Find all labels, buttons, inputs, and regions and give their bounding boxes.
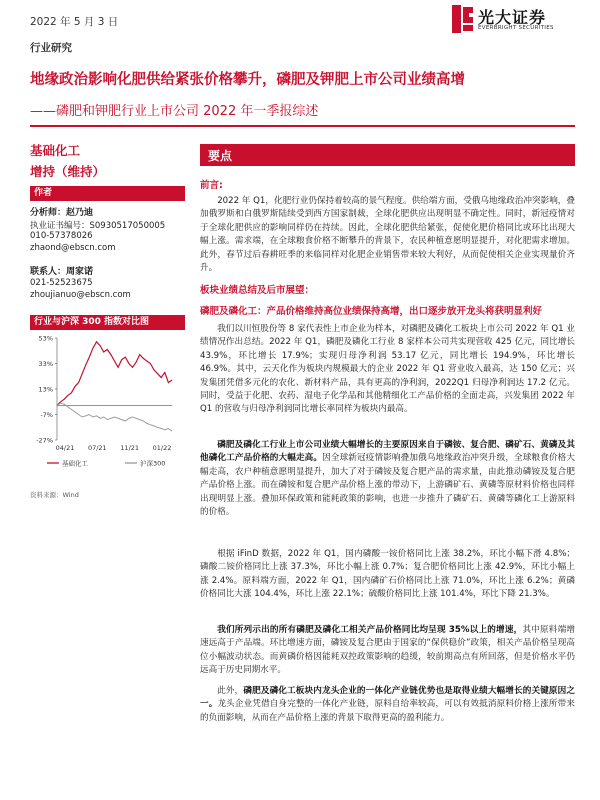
authors-header: 作者 — [30, 186, 185, 201]
analyst-name: 分析师：赵乃迪 — [30, 208, 94, 218]
para2-emphasis: 磷肥及磷化工行业上市公司业绩大幅增长的主要原因来自于磷铵、复合肥、磷矿石、黄磷及其他磷化工产品价格的大幅走高。 — [200, 440, 575, 464]
review-highlight: 磷肥及磷化工：产品价格维持高位业绩保持高增，出口逐步放开龙头将获明显利好 — [200, 306, 543, 317]
para4-text: 其中原料端增速远高于产品端。环比增速方面，磷铵及复合肥由于国家的“保供稳价”政策，相关产品价格呈现高位小幅波动状态。而黄磷价格因能耗双控政策影响的趋缓，较前期高点有所回落，但是价格水平仍远高于历史同期水平。 — [200, 625, 575, 676]
x-tick-label: 04/21 — [55, 444, 75, 452]
report-date: 2022 年 5 月 3 日 — [30, 16, 119, 28]
legend-label: 基础化工 — [62, 459, 88, 468]
body-paragraph-2 — [200, 439, 575, 519]
preface-paragraph: 2022 年 Q1，化肥行业仍保持着较高的景气程度。供给端方面，受俄乌地缘政治冲突影响，叠加俄罗斯和白俄罗斯陆续受到西方国家制裁，全球化肥供应出现明显不确定性。同时，新冠疫情对于全球化肥供应的影响同样仍在持续。因此，全球化肥供给紧张，促使化肥价格同比或环比出现大幅上涨。需求端，在全球粮食价格不断攀升的背景下，农民种植意愿明显提升，对化肥需求增加。此外，春节过后春耕旺季的来临同样对化肥企业销售带来较大利好，从而促使相关企业实现量价齐升。 — [200, 196, 575, 274]
industry-rating: 增持（维持） — [30, 164, 106, 179]
y-tick-label: 53% — [38, 334, 53, 343]
report-subtitle: ——磷肥和钾肥行业上市公司 2022 年一季报综述 — [30, 104, 319, 119]
analyst-email[interactable]: zhaond@ebscn.com — [30, 243, 116, 253]
key-points-header — [200, 144, 575, 166]
chart-header: 行业与沪深 300 指数对比图 — [30, 315, 185, 330]
y-tick-label: -7% — [40, 411, 53, 419]
x-tick-label: 07/21 — [87, 444, 107, 452]
preface-heading: 前言: — [200, 180, 223, 191]
everbright-logo-icon — [452, 5, 474, 33]
para5-emphasis: 磷肥及磷化工板块内龙头企业的一体化产业链优势也是取得业绩大幅增长的关键原因之一。 — [200, 686, 575, 710]
report-title: 地缘政治影响化肥供给紧张价格攀升，磷肥及钾肥上市公司业绩高增 — [30, 72, 465, 88]
industry-name: 基础化工 — [30, 143, 81, 158]
para4-emphasis: 我们所列示出的所有磷肥及磷化工相关产品价格同比均呈现 35%以上的增速， — [217, 625, 523, 635]
title-divider — [30, 125, 575, 127]
logo-text-cn: 光大证券 — [478, 8, 547, 27]
legend-label: 沪深300 — [140, 459, 166, 468]
analyst-phone: 010-57378026 — [30, 231, 93, 241]
key-points-label: 要点 — [208, 149, 233, 163]
y-tick-label: 33% — [38, 360, 53, 368]
body-paragraph-5 — [200, 685, 575, 725]
contact-email[interactable]: zhoujianuo@ebscn.com — [30, 290, 131, 300]
body-paragraph-3: 根据 iFinD 数据，2022 年 Q1，国内磷酸一铵价格同比上涨 38.2%，环比小幅下滑 4.8%；磷酸二铵价格同比上涨 37.3%，环比小幅上涨 0.7%；复合肥价格同比上涨 42.9%，环比小幅上涨 2.4%。原料端方面，2022 年 Q1，国内磷矿石价格同比上涨 71.0%，环比上涨 6.2%；黄磷价格同比大涨 104.4%，环比上涨 22.1%；硫酸价格同比上涨 101.4%，环比下降 21.3%。 — [200, 549, 575, 600]
para5-lead: 此外， — [217, 686, 244, 696]
logo-text-en: EVERBRIGHT SECURITIES — [478, 25, 554, 31]
analyst-license: 执业证书编号：S0930517050005 — [30, 221, 166, 231]
review-heading: 板块业绩总结及后市展望： — [200, 285, 315, 296]
x-tick-label: 11/21 — [120, 444, 140, 452]
contact-name: 联系人：周家诺 — [30, 267, 94, 277]
body-paragraph-4 — [200, 624, 575, 678]
section-label: 行业研究 — [30, 42, 72, 54]
y-tick-label: 13% — [38, 385, 53, 394]
everbright-logo — [452, 2, 582, 34]
chart-source: 资料来源：Wind — [30, 491, 79, 499]
contact-phone: 021-52523675 — [30, 278, 93, 288]
body-paragraph-1: 我们以川恒股份等 8 家代表性上市企业为样本，对磷肥及磷化工板块上市公司 2022 年 Q1 业绩情况作出总结。2022 年 Q1，磷肥及磷化工行业 8 家样本公司共实现营收 425 亿元，同比增长 43.9%，环比增长 17.9%；实现归母净利润 53.17 亿元，同比增长 194.9%，环比增长 46.9%。其中，云天化作为板块内规模最大的企业 2022 年 Q1 营业收入最高，达 150 亿元；兴发集团凭借多元化的农化、新材料产品，具有更高的净利润，2022Q1 归母净利润达 17.2 亿元。同时，受益于化肥、农药、湿电子化学品和其他精细化工产品价格的全面走高，兴发集团 2022 年 Q1 的营收与归母净利润同比增长率同样为板块内最高。 — [200, 324, 575, 415]
series-line-hs300 — [57, 403, 172, 431]
para2-text: 因全球新冠疫情影响叠加俄乌地缘政治冲突升级，全球粮食价格大幅走高，农户种植意愿明显提升，加大了对于磷铵及复合肥产品的需求量，由此推动磷铵及复合肥产品价格上涨。而在磷铵和复合肥产品价格上涨的带动下，上游磷矿石、黄磷等原材料价格也同样出现明显上涨。叠加环保政策和能耗政策的影响，也进一步推升了磷矿石、黄磷等磷化工上游原料的价格。 — [200, 453, 575, 518]
series-line-chemical — [57, 342, 172, 406]
para5-text: 龙头企业凭借自身完整的一体化产业链，原料自给率较高，可以有效抵消原料价格上涨所带来的负面影响，从而在产品价格上涨的背景下取得更高的盈利能力。 — [200, 699, 575, 723]
index-comparison-chart — [30, 330, 190, 468]
chart-svg — [30, 330, 190, 490]
x-tick-label: 01/22 — [152, 444, 172, 452]
y-tick-label: -27% — [36, 436, 53, 445]
